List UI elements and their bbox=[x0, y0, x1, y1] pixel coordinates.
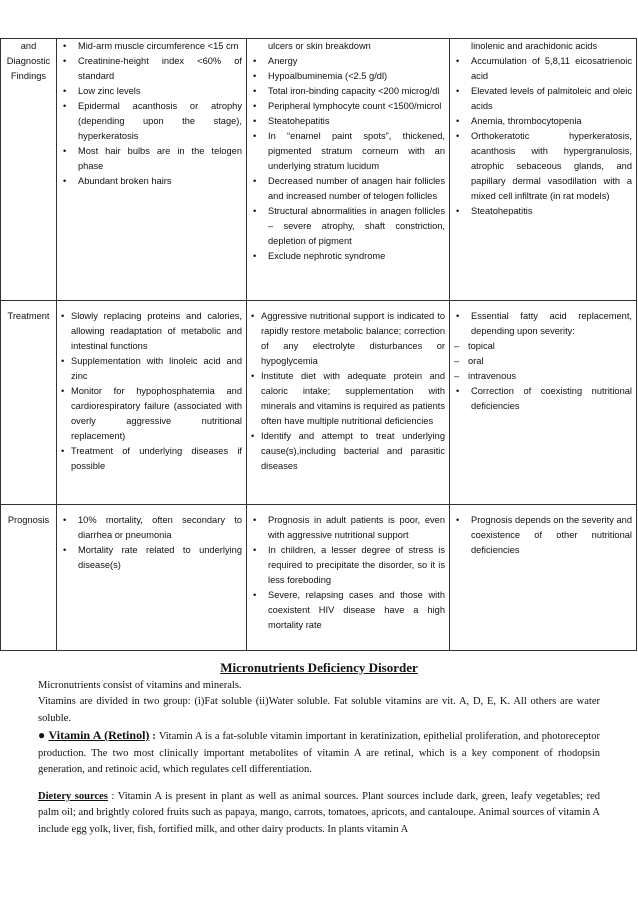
findings-col2 bbox=[247, 39, 450, 301]
diet-heading: Dietery sources bbox=[38, 790, 108, 802]
list-item: • Essential fatty acid replacement, depending upon severity: bbox=[454, 309, 632, 339]
list-item: • Peripheral lymphocyte count <1500/microl bbox=[251, 99, 445, 114]
micronutrients-section bbox=[38, 660, 600, 838]
row-label-treatment bbox=[1, 301, 57, 505]
heading-colon: : bbox=[107, 790, 118, 802]
label-line: Findings bbox=[10, 71, 47, 81]
findings-col3 bbox=[450, 39, 637, 301]
list-item: • Supplementation with linoleic acid and zinc bbox=[61, 354, 242, 384]
paragraph: Micronutrients consist of vitamins and minerals. bbox=[38, 679, 242, 691]
list-item: • Anemia, thrombocytopenia bbox=[454, 114, 632, 129]
list-item: • Decreased number of anagen hair follicles and increased number of telogen follicles bbox=[251, 174, 445, 204]
list-item: – oral bbox=[454, 354, 632, 369]
list-item: • Creatinine-height index <60% of standard bbox=[61, 54, 242, 84]
list-item: • Accumulation of 5,8,11 eicosatrienoic acid bbox=[454, 54, 632, 84]
list-item: • 10% mortality, often secondary to diarrhea or pneumonia bbox=[61, 513, 242, 543]
prognosis-col3 bbox=[450, 505, 637, 651]
findings-col1 bbox=[57, 39, 247, 301]
table-row-findings bbox=[1, 39, 637, 301]
table-row-treatment bbox=[1, 301, 637, 505]
paragraph: Vitamins are divided in two group: (i)Fat soluble (ii)Water soluble. Fat soluble vitamins are vit. A, D, E, K. All others are water soluble. bbox=[38, 696, 600, 724]
list-item: • Exclude nephrotic syndrome bbox=[251, 249, 445, 264]
list-item: • Mortality rate related to underlying disease(s) bbox=[61, 543, 242, 573]
prognosis-col1 bbox=[57, 505, 247, 651]
row-label-findings bbox=[1, 39, 57, 301]
treatment-col3 bbox=[450, 301, 637, 505]
list-item: • Institute diet with adequate protein and caloric intake; supplementation with minerals and vitamins is required as patients often have multiple nutritional deficiencies bbox=[251, 369, 445, 429]
list-item: • Prognosis depends on the severity and coexistence of other nutritional deficiencies bbox=[454, 513, 632, 558]
table-row-prognosis bbox=[1, 505, 637, 651]
list-item: • Elevated levels of palmitoleic and oleic acids bbox=[454, 84, 632, 114]
list-item: • Anergy bbox=[251, 54, 445, 69]
label-line: Treatment bbox=[7, 311, 50, 321]
list-item: • Steatohepatitis bbox=[454, 204, 632, 219]
diet-paragraph bbox=[38, 789, 600, 839]
list-item: • Treatment of underlying diseases if possible bbox=[61, 444, 242, 474]
list-item: – topical bbox=[454, 339, 632, 354]
list-item: • Prognosis in adult patients is poor, even with aggressive nutritional support bbox=[251, 513, 445, 543]
list-item: • Abundant broken hairs bbox=[61, 174, 242, 189]
list-item: – intravenous bbox=[454, 369, 632, 384]
list-item: • Aggressive nutritional support is indicated to rapidly restore metabolic balance; correction of any electrolyte disturbances or hypoglycemia bbox=[251, 309, 445, 369]
label-line: and bbox=[20, 41, 37, 51]
list-item: • Identify and attempt to treat underlying cause(s),including bacterial and parasitic diseases bbox=[251, 429, 445, 474]
vitamin-a-text: Vitamin A is a fat-soluble vitamin important in keratinization, epithelial proliferation, and photoreceptor production. The two most clinically important metabolites of vitamin A are retinal, which is a key component of rhodopsin generation, and retinoic acid, which regulates cell differentiation. bbox=[38, 731, 601, 775]
bullet-icon: ● bbox=[38, 728, 46, 742]
list-item: • Correction of coexisting nutritional deficiencies bbox=[454, 384, 632, 414]
label-line: Diagnostic bbox=[6, 56, 51, 66]
list-item: • Orthokeratotic hyperkeratosis, acanthosis with hypergranulosis, atrophic sebaceous glands, and papillary dermal vasodilation with a mixed cell infiltrate (in rat models) bbox=[454, 129, 632, 204]
continued-text: ulcers or skin breakdown bbox=[268, 41, 371, 51]
continued-text: linolenic and arachidonic acids bbox=[471, 41, 598, 51]
heading-colon: : bbox=[149, 731, 159, 742]
list-item: • Slowly replacing proteins and calories, allowing readaptation of metabolic and intestinal functions bbox=[61, 309, 242, 354]
list-item: • Total iron-binding capacity <200 microg/dl bbox=[251, 84, 445, 99]
list-item: • Severe, relapsing cases and those with coexistent HIV disease have a high mortality rate bbox=[251, 588, 445, 633]
findings-table bbox=[0, 38, 637, 651]
label-line: Prognosis bbox=[7, 515, 50, 525]
list-item: • In children, a lesser degree of stress is required to precipitate the disorder, so it is less foreboding bbox=[251, 543, 445, 588]
vitamin-a-paragraph bbox=[38, 727, 600, 779]
list-item: • Structural abnormalities in anagen follicles – severe atrophy, shaft constriction, depletion of pigment bbox=[251, 204, 445, 249]
diet-text: Vitamin A is present in plant as well as animal sources. Plant sources include dark, green, leafy vegetables; red palm oil; and brightly colored fruits such as papaya, mango, carrots, tomatoes, apricots, and cantaloupe. Animal sources of vitamin A include egg yolk, liver, fish, fortified milk, and other dairy products. In plants vitamin A bbox=[38, 790, 601, 835]
list-item: • Most hair bulbs are in the telogen phase bbox=[61, 144, 242, 174]
prognosis-col2 bbox=[247, 505, 450, 651]
treatment-col2 bbox=[247, 301, 450, 505]
list-item: • Hypoalbuminemia (<2.5 g/dl) bbox=[251, 69, 445, 84]
list-item: • Mid-arm muscle circumference <15 cm bbox=[61, 39, 242, 54]
list-item: • Epidermal acanthosis or atrophy (depending upon the stage), hyperkeratosis bbox=[61, 99, 242, 144]
row-label-prognosis bbox=[1, 505, 57, 651]
list-item: • Monitor for hypophosphatemia and cardiorespiratory failure (associated with overly aggressive nutritional replacement) bbox=[61, 384, 242, 444]
section-title: Micronutrients Deficiency Disorder bbox=[220, 660, 418, 675]
vitamin-a-heading: Vitamin A (Retinol) bbox=[48, 728, 150, 742]
list-item: • Steatohepatitis bbox=[251, 114, 445, 129]
treatment-col1 bbox=[57, 301, 247, 505]
list-item: • Low zinc levels bbox=[61, 84, 242, 99]
list-item: • In “enamel paint spots”, thickened, pigmented stratum corneum with an underlying stratum lucidum bbox=[251, 129, 445, 174]
